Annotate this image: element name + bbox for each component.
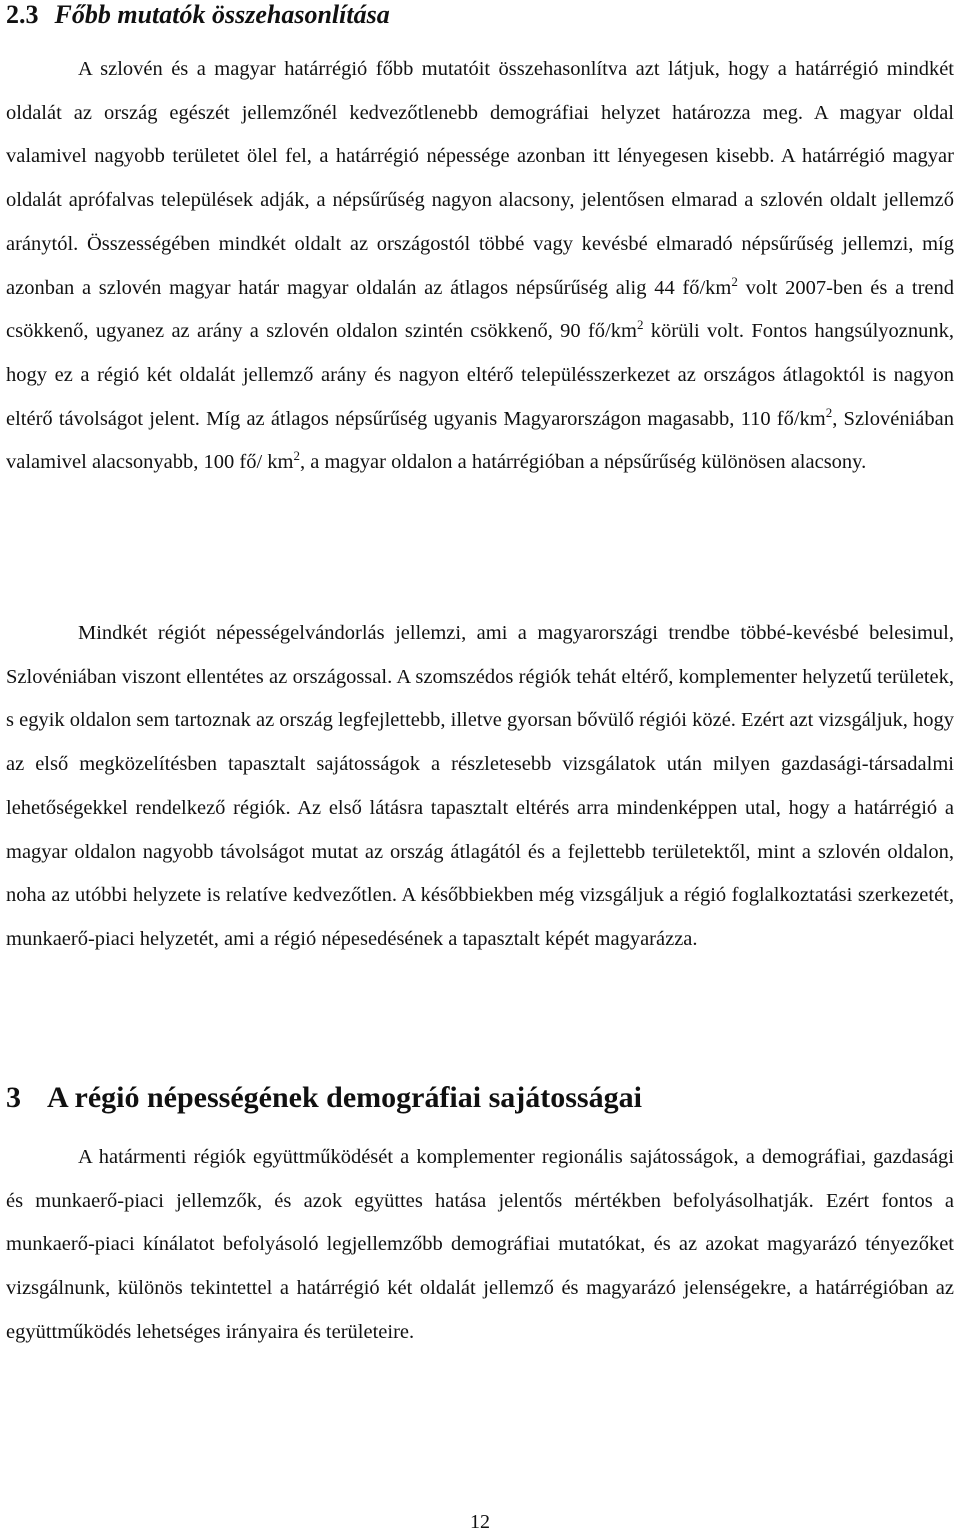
superscript: 2: [731, 273, 738, 289]
chapter-heading: [6, 1078, 642, 1118]
paragraph-text: körüli volt. Fontos hangsúlyoznunk, hogy ez a régió két oldalát jellemző arány és nagyon eltérő településszerkezet az országos átlagoktól is nagyon eltérő távolságot jelent. Míg az átlagos népsűrűség ugyanis Magyarországon magasabb, 110 fő/km: [6, 320, 954, 430]
superscript: 2: [825, 404, 833, 420]
chapter-title: A régió népességének demográfiai sajátosságai: [47, 1081, 642, 1114]
paragraph-text: , Szlovéniában valamivel alacsonyabb, 100 fő/ km: [6, 407, 954, 474]
paragraph-demography-intro: A határmenti régiók együttműködését a komplementer regionális sajátosságok, a demográfiai, gazdasági és munkaerő-piaci jellemzők, és azok együttes hatása jelentős mértékben befolyásolhatják. Ezért fontos a munkaerő-piaci kínálatot befolyásoló legjellemzőbb demográfiai mutatókat, és az azokat magyarázó tényezőket vizsgálnunk, különös tekintettel a határrégió két oldalát jellemző és magyarázó jelenségekre, a határrégióban az együttműködés lehetséges irányaira és területeire.: [6, 1146, 954, 1343]
paragraph-text: , a magyar oldalon a határrégióban a népsűrűség különösen alacsony.: [300, 451, 867, 474]
paragraph-density-comparison: [6, 48, 954, 485]
section-number: 2.3: [6, 0, 39, 29]
page-number: 12: [470, 1511, 490, 1533]
superscript: 2: [293, 448, 300, 464]
paragraph-text: volt 2007-ben és a trend csökkenő, ugyanez az arány a szlovén oldalon szintén csökkenő, 90 fő/km: [6, 276, 954, 343]
paragraph-text: A szlovén és a magyar határrégió főbb mutatóit összehasonlítva azt látjuk, hogy a határrégió mindkét oldalát az ország egészét jellemzőnél kedvezőtlenebb demográfiai helyzet határozza meg. A magyar oldal valamivel nagyobb területet ölel fel, a határrégió népessége azonban itt lényegesen kisebb. A határrégió magyar oldalát aprófalvas települések adják, a népsűrűség nagyon alacsony, jelentősen elmarad a szlovén oldalt jellemző aránytól. Összességében mindkét oldalt az országostól többé vagy kevésbé elmaradó népsűrűség jellemzi, míg azonban a szlovén magyar határ magyar oldalán az átlagos népsűrűség alig 44 fő/km: [6, 58, 954, 299]
section-heading: [6, 0, 390, 30]
paragraph-migration: Mindkét régiót népességelvándorlás jellemzi, ami a magyarországi trendbe többé-kevésbé belesimul, Szlovéniában viszont ellentétes az országossal. A szomszédos régiók tehát eltérő, komplementer helyzetű területek, s egyik oldalon sem tartoznak az ország legfejlettebb, illetve gyorsan bővülő régiói közé. Ezért azt vizsgáljuk, hogy az első megközelítésben tapasztalt sajátosságok a részletesebb vizsgálatok után milyen gazdasági-társadalmi lehetőségekkel rendelkező régiók. Az első látásra tapasztalt eltérés arra mindenképpen utal, hogy a határrégió a magyar oldalon nagyobb távolságot mutat az ország átlagától és a fejlettebb területektől, mint a szlovén oldalon, noha az utóbbi helyzete is relatíve kedvezőtlen. A későbbiekben még vizsgáljuk a régió foglalkoztatási szerkezetét, munkaerő-piaci helyzetét, ami a régió népesedésének a tapasztalt képét magyarázza.: [6, 622, 954, 950]
chapter-number: 3: [6, 1081, 21, 1114]
superscript: 2: [636, 317, 644, 333]
section-title: Főbb mutatók összehasonlítása: [54, 0, 390, 29]
